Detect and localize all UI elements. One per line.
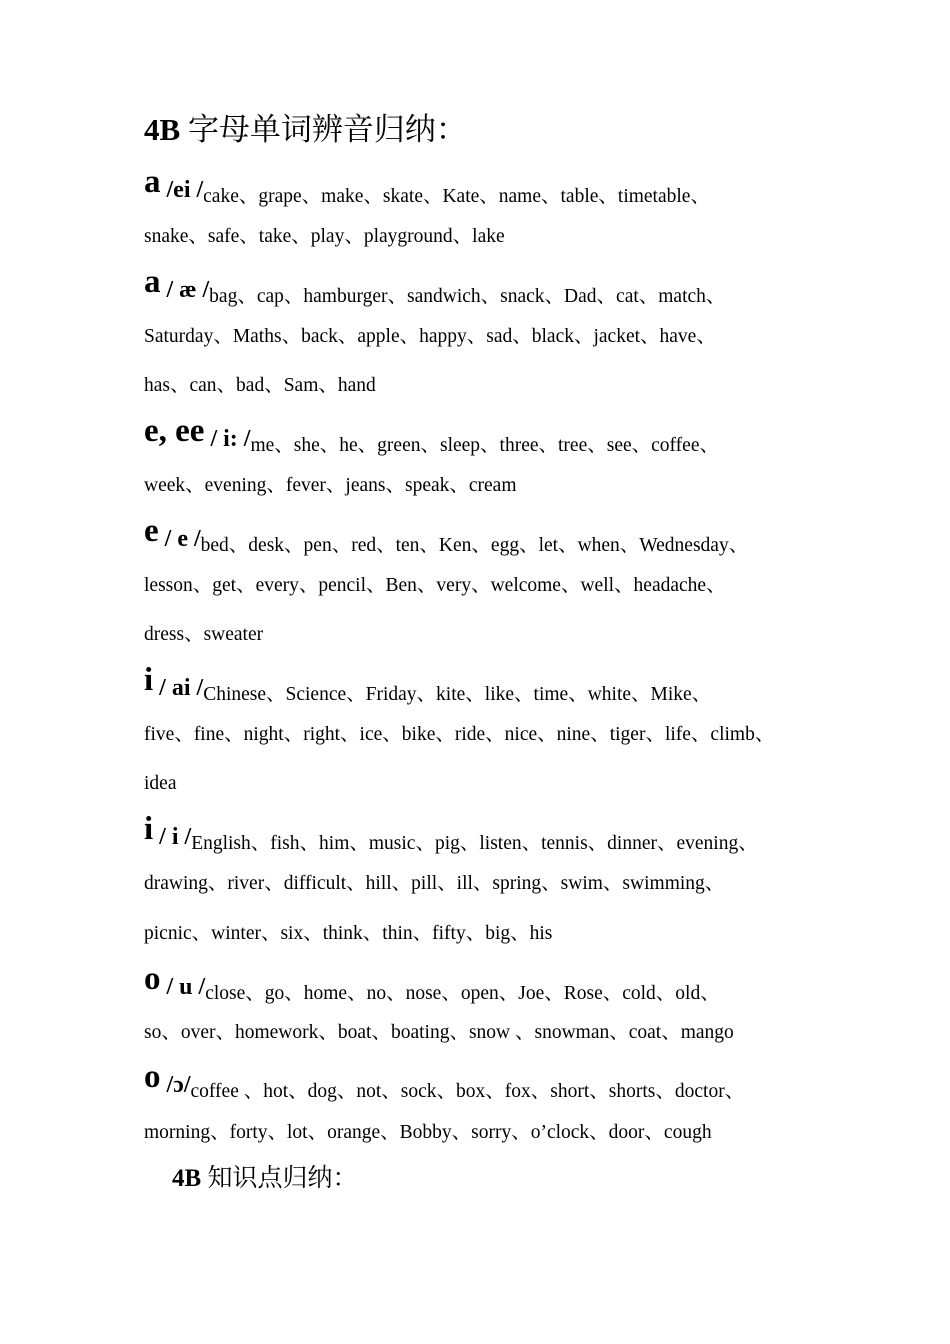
section-i-ai-line-3: idea: [144, 773, 177, 794]
letter-label: o: [144, 1059, 161, 1095]
word-list: English、fish、him、music、pig、listen、tennis、dinner、evening、: [191, 833, 758, 854]
subtitle-code: 4B: [172, 1165, 202, 1192]
section-heading: [144, 662, 204, 707]
section-i-short-line-2: drawing、river、difficult、hill、pill、ill、spring、swim、swimming、: [144, 873, 725, 894]
section-a-ae-line-2: Saturday、Maths、back、apple、happy、sad、black、jacket、have、: [144, 326, 716, 347]
section-heading: [144, 413, 251, 458]
section-o-short-line-2: morning、forty、lot、orange、Bobby、sorry、o’clock、door、cough: [144, 1122, 712, 1143]
phonetic-symbol: / u /: [160, 974, 206, 1000]
subtitle-text: 知识点归纳：: [201, 1165, 358, 1192]
section-heading: [144, 164, 204, 209]
phonetic-symbol: / i /: [153, 824, 192, 850]
section-e-short-line-3: dress、sweater: [144, 624, 264, 645]
letter-label: i: [144, 811, 154, 847]
phonetic-symbol: / i: /: [204, 426, 251, 452]
letter-label: a: [144, 164, 161, 200]
section-heading: [144, 1059, 191, 1104]
section-e-short-line-2: lesson、get、every、pencil、Ben、very、welcome、well、headache、: [144, 575, 726, 596]
section-a-ae-line-3: has、can、bad、Sam、hand: [144, 375, 376, 396]
letter-label: i: [144, 662, 154, 698]
section-o-short-line-1: [144, 1059, 745, 1104]
section-a-ae-line-1: [144, 264, 726, 309]
section-e-short-line-1: [144, 513, 749, 558]
section-a-ei-line-1: [144, 164, 710, 209]
section-heading: [144, 513, 201, 558]
word-list: me、she、he、green、sleep、three、tree、see、coffee、: [250, 435, 719, 456]
word-list: close、go、home、no、nose、open、Joe、Rose、cold、old、: [205, 983, 720, 1004]
word-list: bed、desk、pen、red、ten、Ken、egg、let、when、Wednesday、: [200, 535, 749, 556]
phonetic-symbol: / æ /: [160, 277, 210, 303]
word-list: Chinese、Science、Friday、kite、like、time、white、Mike、: [203, 684, 712, 705]
section-a-ei-line-2: snake、safe、take、play、playground、lake: [144, 226, 505, 247]
page-title: [144, 104, 467, 149]
title-text: 字母单词辨音归纳：: [180, 112, 467, 147]
title-code: 4B: [144, 112, 181, 147]
section-i-short-line-1: [144, 811, 758, 856]
section-i-short-line-3: picnic、winter、six、think、thin、fifty、big、his: [144, 923, 553, 944]
word-list: coffee 、hot、dog、not、sock、box、fox、short、shorts、doctor、: [190, 1081, 745, 1102]
section-subtitle: [172, 1158, 357, 1194]
phonetic-symbol: /ei /: [160, 177, 204, 203]
section-o-long-line-2: so、over、homework、boat、boating、snow 、snowman、coat、mango: [144, 1022, 734, 1043]
phonetic-symbol: / e /: [158, 526, 201, 552]
section-heading: [144, 811, 192, 856]
word-list: bag、cap、hamburger、sandwich、snack、Dad、cat、match、: [209, 286, 726, 307]
section-e-long-line-2: week、evening、fever、jeans、speak、cream: [144, 475, 517, 496]
section-i-ai-line-2: five、fine、night、right、ice、bike、ride、nice、nine、tiger、life、climb、: [144, 724, 775, 745]
phonetic-symbol: /ɔ/: [160, 1072, 191, 1098]
letter-label: e, ee: [144, 413, 205, 449]
section-o-long-line-1: [144, 961, 720, 1006]
word-list: cake、grape、make、skate、Kate、name、table、timetable、: [203, 186, 710, 207]
letter-label: o: [144, 961, 161, 997]
section-i-ai-line-1: [144, 662, 712, 707]
section-e-long-line-1: [144, 413, 719, 458]
letter-label: e: [144, 513, 159, 549]
section-heading: [144, 961, 206, 1006]
letter-label: a: [144, 264, 161, 300]
phonetic-symbol: / ai /: [153, 675, 204, 701]
section-heading: [144, 264, 210, 309]
